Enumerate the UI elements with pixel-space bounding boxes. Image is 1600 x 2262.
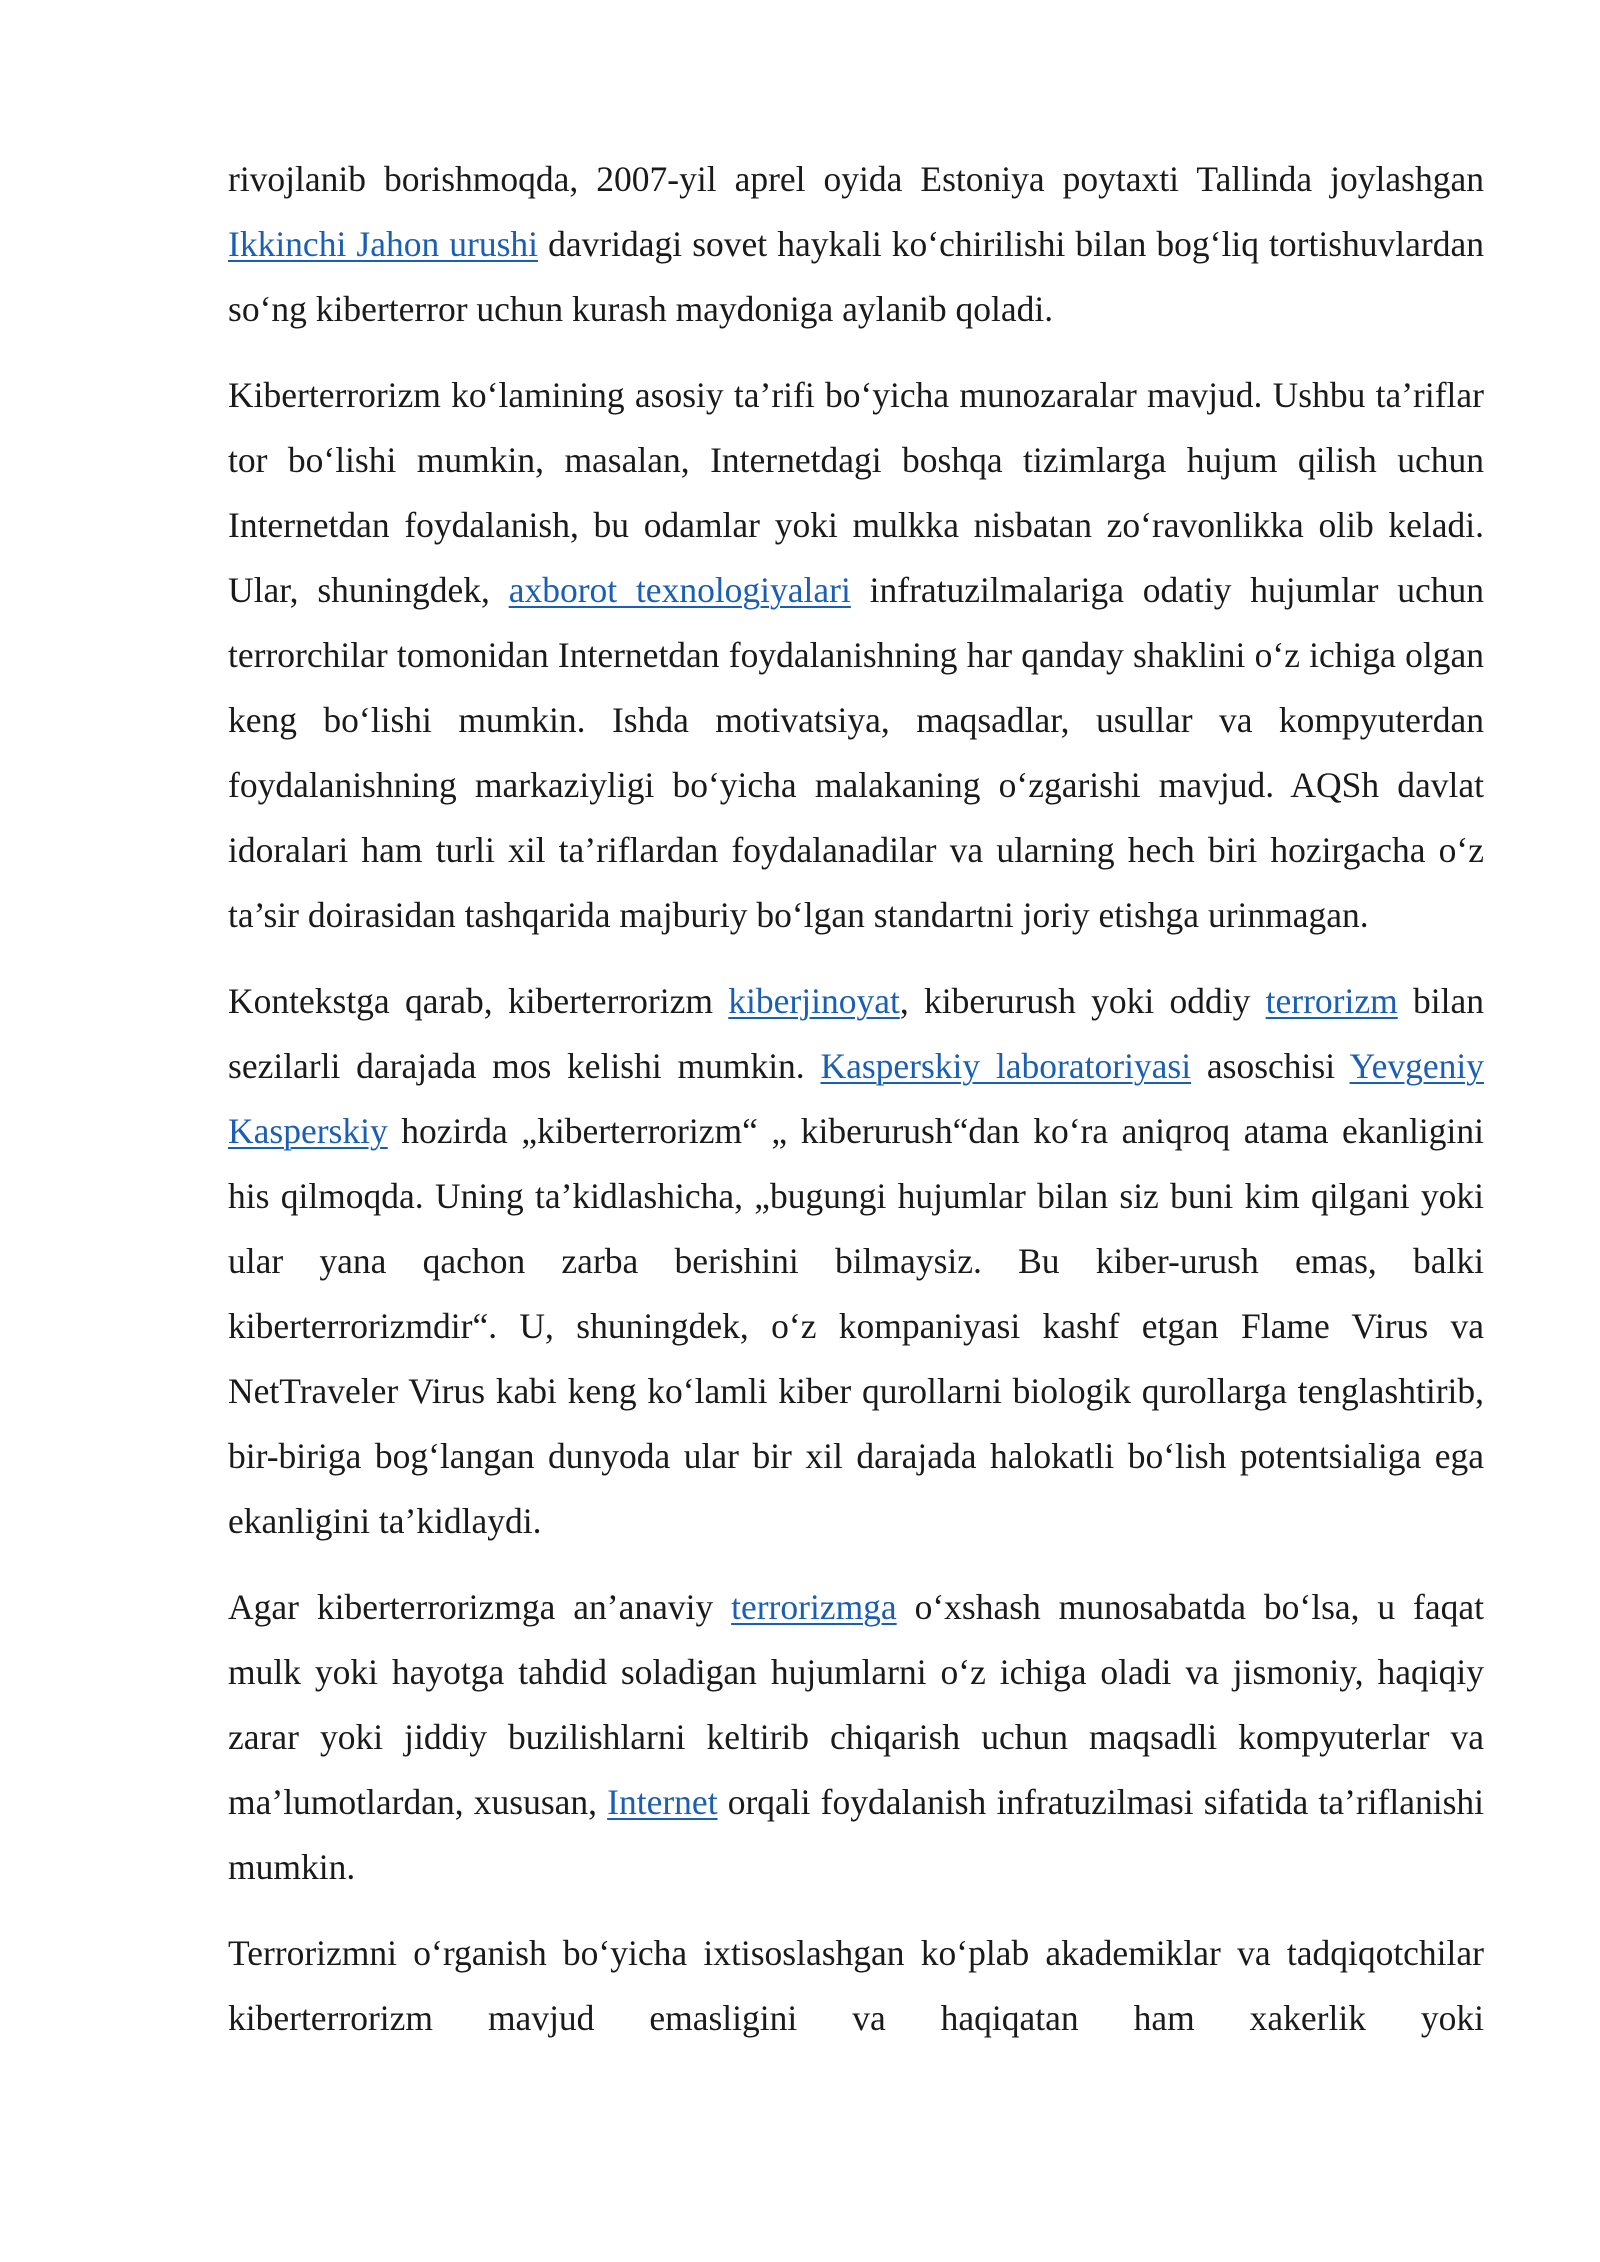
hyperlink[interactable]: Internet	[607, 1782, 718, 1822]
text-run: oʻxshash munosabatda boʻlsa, u faqat mulk yoki hayotga tahdid soladigan hujumlarni oʻz ichiga oladi va jismoniy, haqiqiy zarar yoki jiddiy buzilishlarni keltirib chiqarish uchun maqsadli kompyuterlar va ma’lumotlardan, xususan,	[228, 1587, 1484, 1822]
text-run: orqali foydalanish infratuzilmasi sifatida ta’riflanishi mumkin.	[228, 1782, 1484, 1887]
text-run: Terrorizmni oʻrganish boʻyicha ixtisoslashgan koʻplab akademiklar va tadqiqotchilar kiberterrorizm mavjud emasligini va haqiqatan ham xakerlik yoki	[228, 1933, 1484, 2038]
hyperlink[interactable]: terrorizmga	[731, 1587, 897, 1627]
hyperlink[interactable]: axborot texnologiyalari	[508, 570, 851, 610]
paragraph	[228, 1575, 1484, 1900]
paragraph	[228, 969, 1484, 1554]
document-body	[228, 147, 1484, 2051]
text-run: davridagi sovet haykali koʻchirilishi bilan bogʻliq tortishuvlardan soʻng kiberterror uchun kurash maydoniga aylanib qoladi.	[228, 224, 1484, 329]
text-run: rivojlanib borishmoqda, 2007-yil aprel oyida Estoniya poytaxti Tallinda joylashgan	[228, 159, 1484, 199]
text-run: Kontekstga qarab, kiberterrorizm	[228, 981, 729, 1021]
text-run: , kiberurush yoki oddiy	[899, 981, 1266, 1021]
text-run: Agar kiberterrorizmga an’anaviy	[228, 1587, 732, 1627]
paragraph	[228, 1921, 1484, 2051]
paragraph	[228, 363, 1484, 948]
text-run: hozirda „kiberterrorizm“ „ kiberurush“dan koʻra aniqroq atama ekanligini his qilmoqda. Uning ta’kidlashicha, „bugungi hujumlar bilan siz buni kim qilgani yoki ular yana qachon zarba berishini bilmaysiz. Bu kiber-urush emas, balki kiberterrorizmdir“. U, shuningdek, oʻz kompaniyasi kashf etgan Flame Virus va NetTraveler Virus kabi keng koʻlamli kiber qurollarni biologik qurollarga tenglashtirib, bir-biriga bogʻlangan dunyoda ular bir xil darajada halokatli boʻlish potentsialiga ega ekanligini ta’kidlaydi.	[228, 1111, 1484, 1541]
paragraph	[228, 147, 1484, 342]
text-run: Kiberterrorizm koʻlamining asosiy ta’rifi boʻyicha munozaralar mavjud. Ushbu ta’riflar tor boʻlishi mumkin, masalan, Internetdagi boshqa tizimlarga hujum qilish uchun Internetdan foydalanish, bu odamlar yoki mulkka nisbatan zoʻravonlikka olib keladi. Ular, shuningdek,	[228, 375, 1484, 610]
text-run: bilan sezilarli darajada mos kelishi mumkin.	[228, 981, 1485, 1086]
hyperlink[interactable]: terrorizm	[1265, 981, 1398, 1021]
hyperlink[interactable]: Kasperskiy laboratoriyasi	[820, 1046, 1192, 1086]
text-run: asoschisi	[1191, 1046, 1350, 1086]
hyperlink[interactable]: kiberjinoyat	[728, 981, 900, 1021]
hyperlink[interactable]: Ikkinchi Jahon urushi	[228, 224, 539, 264]
text-run: infratuzilmalariga odatiy hujumlar uchun terrorchilar tomonidan Internetdan foydalanishning har qanday shaklini oʻz ichiga olgan keng boʻlishi mumkin. Ishda motivatsiya, maqsadlar, usullar va kompyuterdan foydalanishning markaziyligi boʻyicha malakaning oʻzgarishi mavjud. AQSh davlat idoralari ham turli xil ta’riflardan foydalanadilar va ularning hech biri hozirgacha oʻz ta’sir doirasidan tashqarida majburiy boʻlgan standartni joriy etishga urinmagan.	[228, 570, 1485, 935]
hyperlink[interactable]: Yevgeniy Kasperskiy	[228, 1046, 1484, 1151]
